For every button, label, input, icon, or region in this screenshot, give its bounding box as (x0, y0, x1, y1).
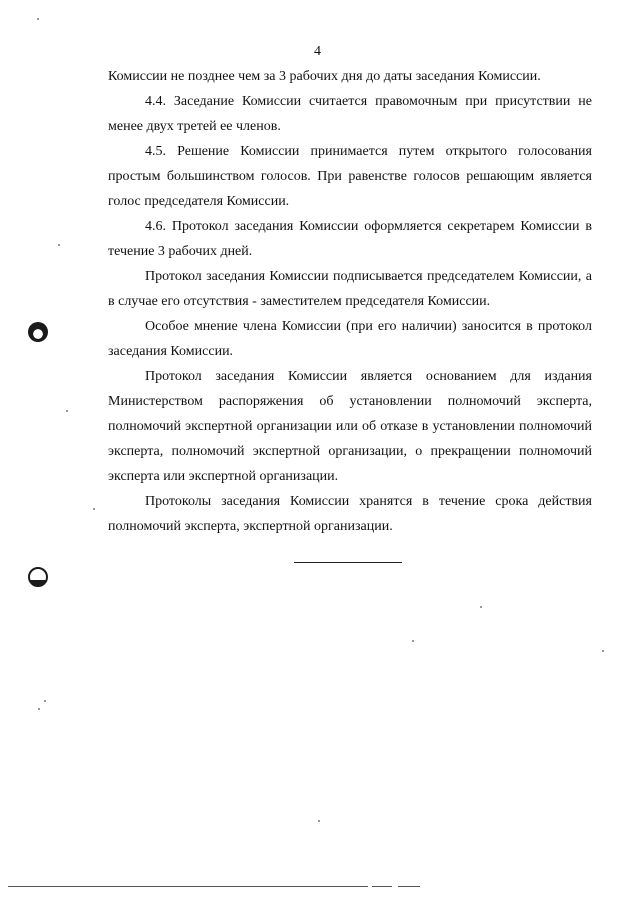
paragraph-basis-for-order: Протокол заседания Комиссии является основанием для издания Министерством распоряжения об установлении полномочий эксперта, полномочий экспертной организации или об отказе в установлении полномочий эксперта, полномочий экспертной организации, о прекращении полномочий эксперта или экспертной организации. (108, 369, 592, 484)
punch-hole-bottom (28, 567, 48, 587)
end-of-text-rule (294, 562, 402, 563)
scan-speck (44, 700, 46, 702)
paragraph-continuation: Комиссии не позднее чем за 3 рабочих дня до даты заседания Комиссии. (108, 69, 541, 84)
scan-speck (93, 508, 95, 510)
scan-speck (412, 640, 414, 642)
scan-speck (38, 708, 40, 710)
scan-speck (66, 410, 68, 412)
scan-speck (58, 244, 60, 246)
scan-speck (318, 820, 320, 822)
punch-hole-top (28, 322, 48, 342)
scan-speck (480, 606, 482, 608)
scan-speck (37, 18, 39, 20)
footer-scan-dash (398, 886, 420, 887)
footer-scan-line (8, 886, 368, 887)
paragraph-4-6: 4.6. Протокол заседания Комиссии оформляется секретарем Комиссии в течение 3 рабочих дней. (108, 219, 592, 259)
document-body (108, 64, 592, 539)
page-number: 4 (314, 44, 321, 59)
paragraph-dissenting-opinion: Особое мнение члена Комиссии (при его наличии) заносится в протокол заседания Комиссии. (108, 319, 592, 359)
paragraph-4-5: 4.5. Решение Комиссии принимается путем открытого голосования простым большинством голосов. При равенстве голосов решающим является голос председателя Комиссии. (108, 144, 592, 209)
scan-speck (602, 650, 604, 652)
footer-scan-dash (372, 886, 392, 887)
paragraph-storage: Протоколы заседания Комиссии хранятся в течение срока действия полномочий эксперта, экспертной организации. (108, 494, 592, 534)
paragraph-4-4: 4.4. Заседание Комиссии считается правомочным при присутствии не менее двух третей ее членов. (108, 94, 592, 134)
paragraph-signing: Протокол заседания Комиссии подписывается председателем Комиссии, а в случае его отсутствия - заместителем председателя Комиссии. (108, 269, 592, 309)
